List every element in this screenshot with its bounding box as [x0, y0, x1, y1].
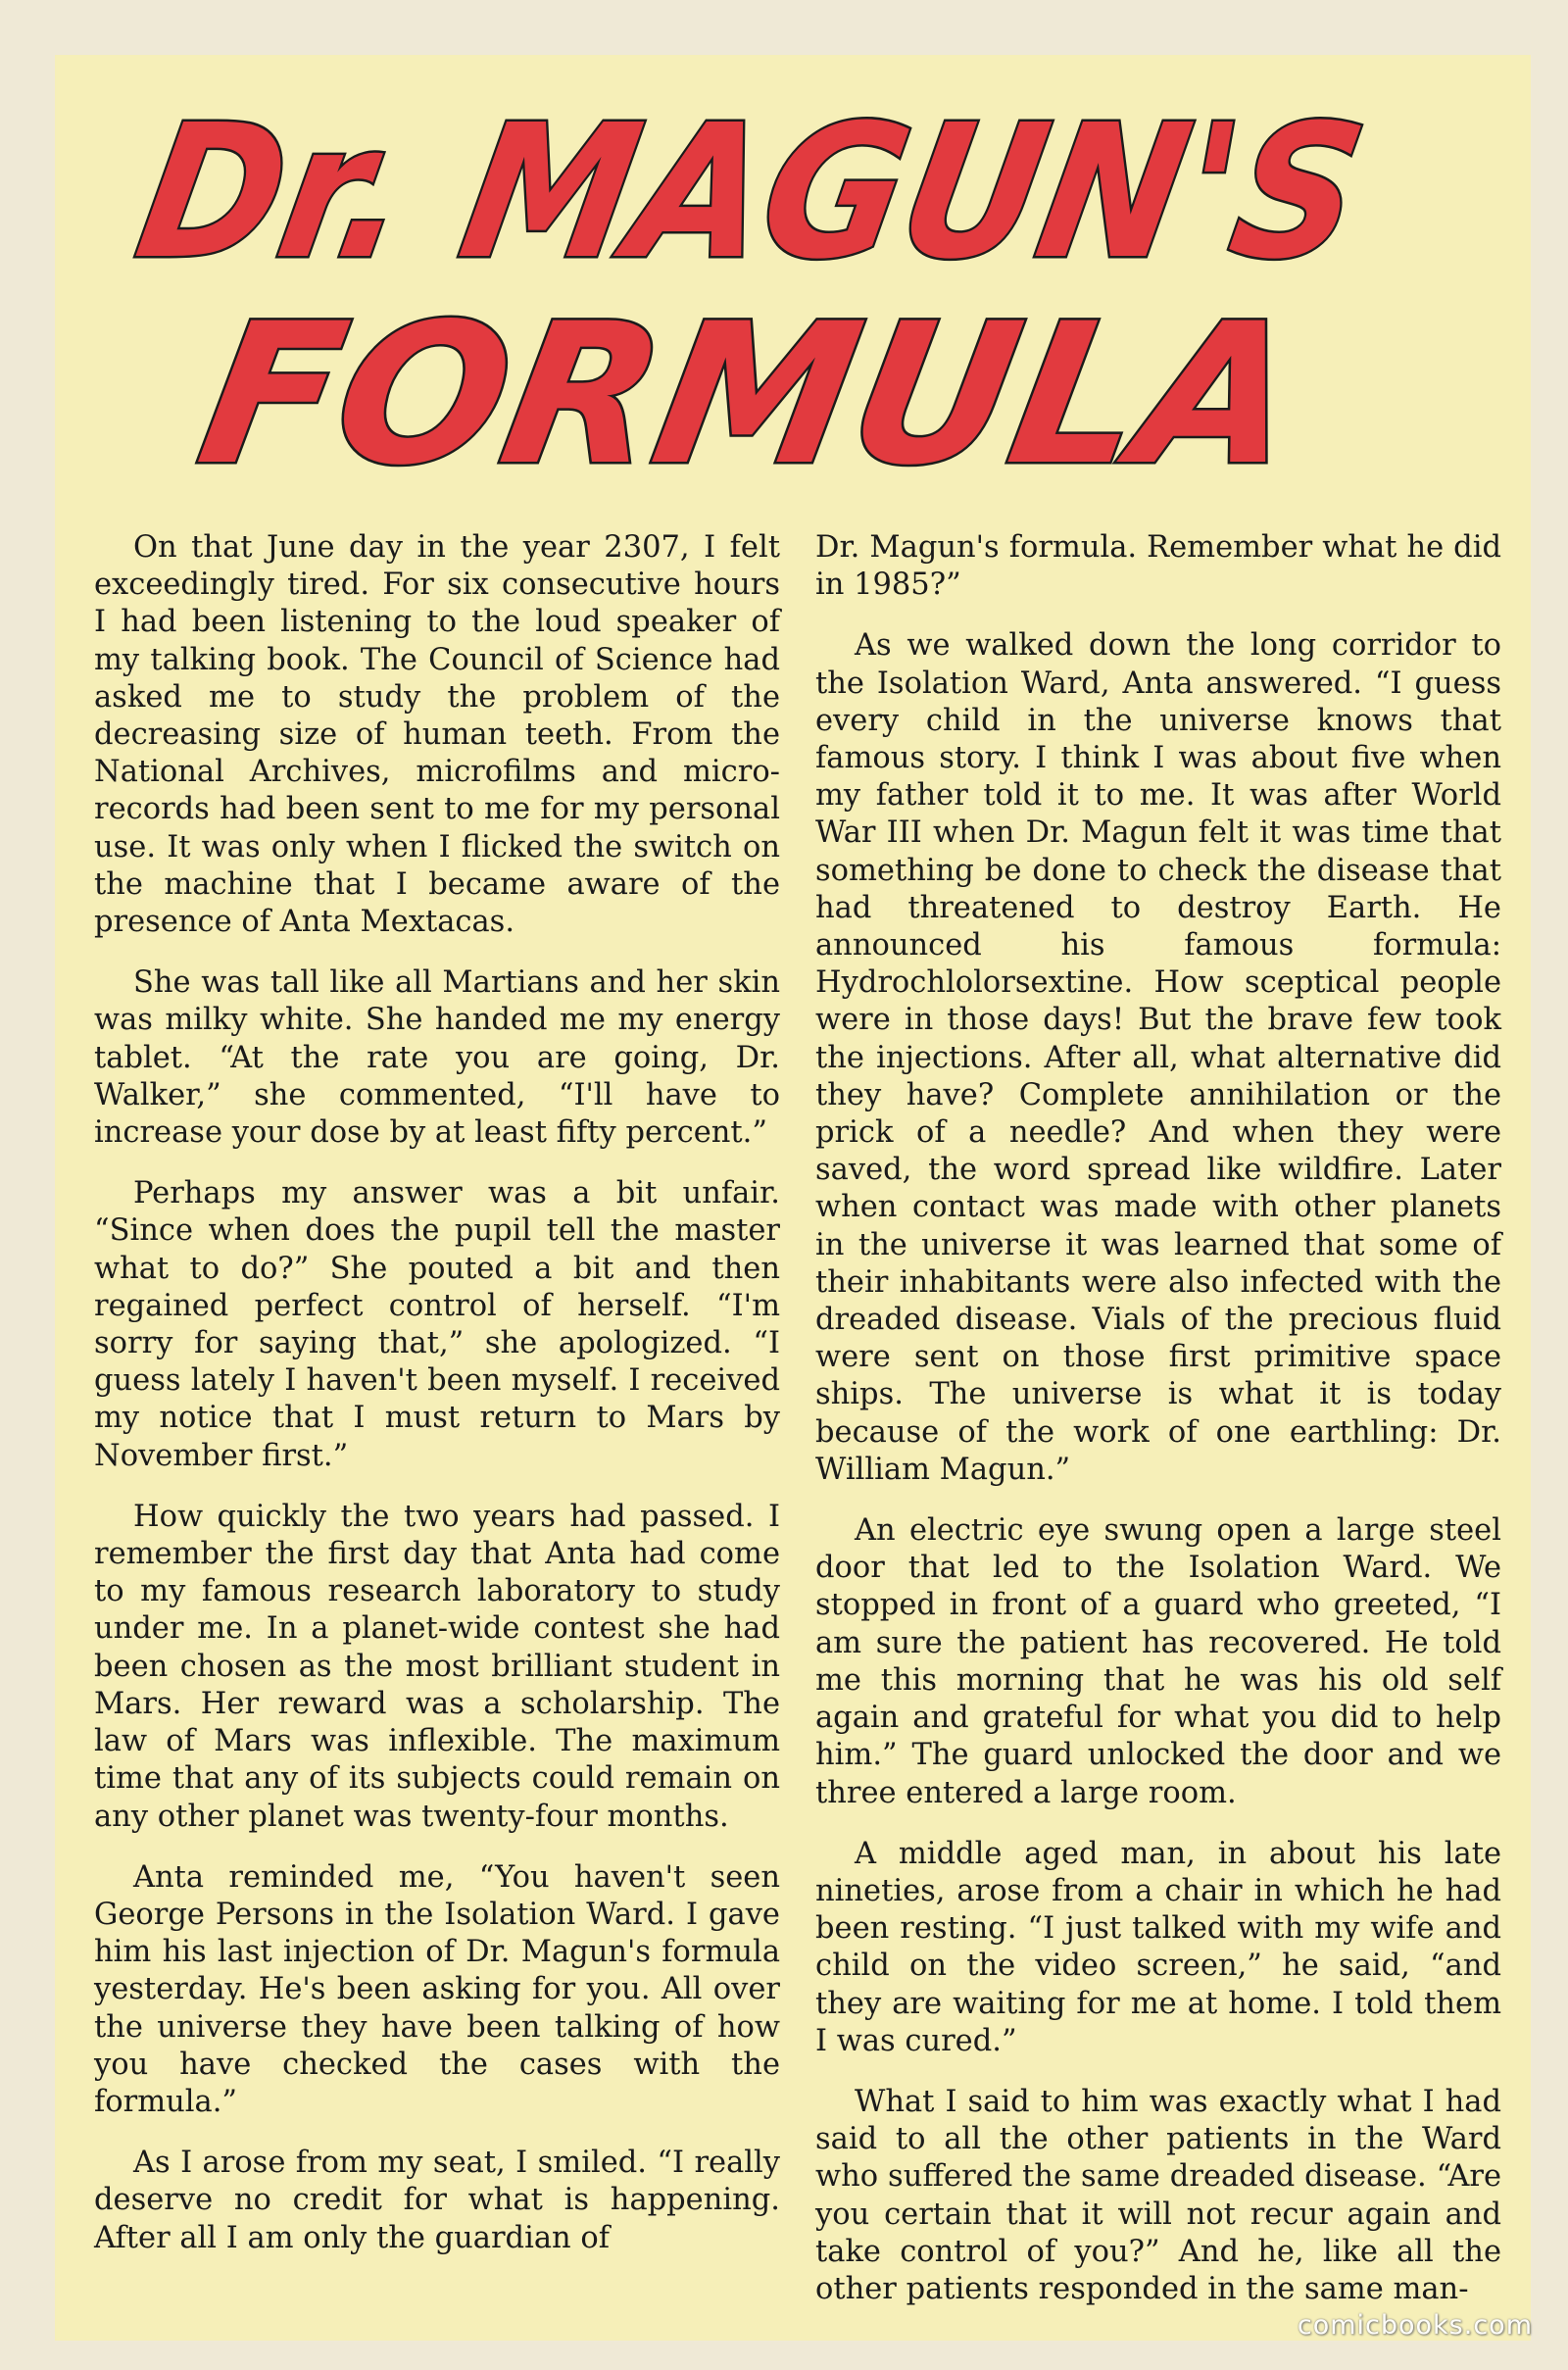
paragraph: Perhaps my answer was a bit unfair. “Since when does the pupil tell the master what to do?” She pouted a bit and then regained perfect control of herself. “I'm sorry for saying that,” she apologized. “I guess lately I haven't been myself. I received my notice that I must return to Mars by November first.”: [94, 1176, 780, 1473]
title-line-2: FORMULA: [185, 282, 1298, 509]
paragraph: Anta reminded me, “You haven't seen George Persons in the Isolation Ward. I gave him his last injection of Dr. Magun's formula yesterday. He's been asking for you. All over the universe they have been talking of how you have checked the cases with the formula.”: [94, 1859, 780, 2119]
title-line-1: Dr. MAGUN'S: [123, 84, 1485, 300]
paragraph: She was tall like all Martians and her skin was milky white. She handed me my energy tablet. “At the rate you are going, Dr. Walker,” she commented, “I'll have to increase your dose by at least fifty percent.”: [94, 965, 780, 1151]
story-body: [94, 529, 1501, 2332]
left-column: [94, 529, 780, 2332]
paragraph: As we walked down the long corridor to the Isolation Ward, Anta answered. “I guess every child in the universe knows that famous story. I think I was about five when my father told it to me. It was after World War III when Dr. Magun felt it was time that something be done to check the disease that had threatened to destroy Earth. He announced his famous formula: Hydrochlolorsextine. How sceptical people were in those days! But the brave few took the injections. After all, what alternative did they have? Complete annihilation or the prick of a needle? And when they were saved, the word spread like wildfire. Later when contact was made with other planets in the universe it was learned that some of their inhabitants were also infected with the dreaded disease. Vials of the precious fluid were sent on those first primitive space ships. The universe is what it is today because of the work of one earthling: Dr. William Magun.”: [815, 628, 1501, 1487]
paragraph: On that June day in the year 2307, I felt exceedingly tired. For six consecutive hours I had been listening to the loud speaker of my talking book. The Council of Science had asked me to study the problem of the decreasing size of human teeth. From the National Archives, microfilms and micro-records had been sent to me for my personal use. It was only when I flicked the switch on the machine that I became aware of the presence of Anta Mextacas.: [94, 530, 780, 940]
story-title: [55, 55, 1531, 516]
paragraph: A middle aged man, in about his late nineties, arose from a chair in which he had been resting. “I just talked with my wife and child on the video screen,” he said, “and they are waiting for me at home. I told them I was cured.”: [815, 1836, 1501, 2058]
paragraph: An electric eye swung open a large steel door that led to the Isolation Ward. We stopped in front of a guard who greeted, “I am sure the patient has recovered. He told me this morning that he was his old self again and grateful for what you did to help him.” The guard unlocked the door and we three entered a large room.: [815, 1513, 1501, 1810]
paragraph-continued: Dr. Magun's formula. Remember what he did in 1985?”: [815, 530, 1501, 603]
title-lettering: [55, 55, 1531, 516]
site-watermark: comicbooks.com: [1297, 2310, 1533, 2341]
story-page: [55, 55, 1531, 2341]
paragraph: As I arose from my seat, I smiled. “I really deserve no credit for what is happening. After all I am only the guardian of: [94, 2146, 780, 2255]
paragraph: How quickly the two years had passed. I remember the first day that Anta had come to my famous research laboratory to study under me. In a planet-wide contest she had been chosen as the most brilliant student in Mars. Her reward was a scholarship. The law of Mars was inflexible. The maximum time that any of its subjects could remain on any other planet was twenty-four months.: [94, 1499, 780, 1834]
right-column: [815, 529, 1501, 2332]
paragraph: What I said to him was exactly what I had said to all the other patients in the Ward who suffered the same dreaded disease. “Are you certain that it will not recur again and take control of you?” And he, like all the other patients responded in the same man-: [815, 2084, 1501, 2306]
